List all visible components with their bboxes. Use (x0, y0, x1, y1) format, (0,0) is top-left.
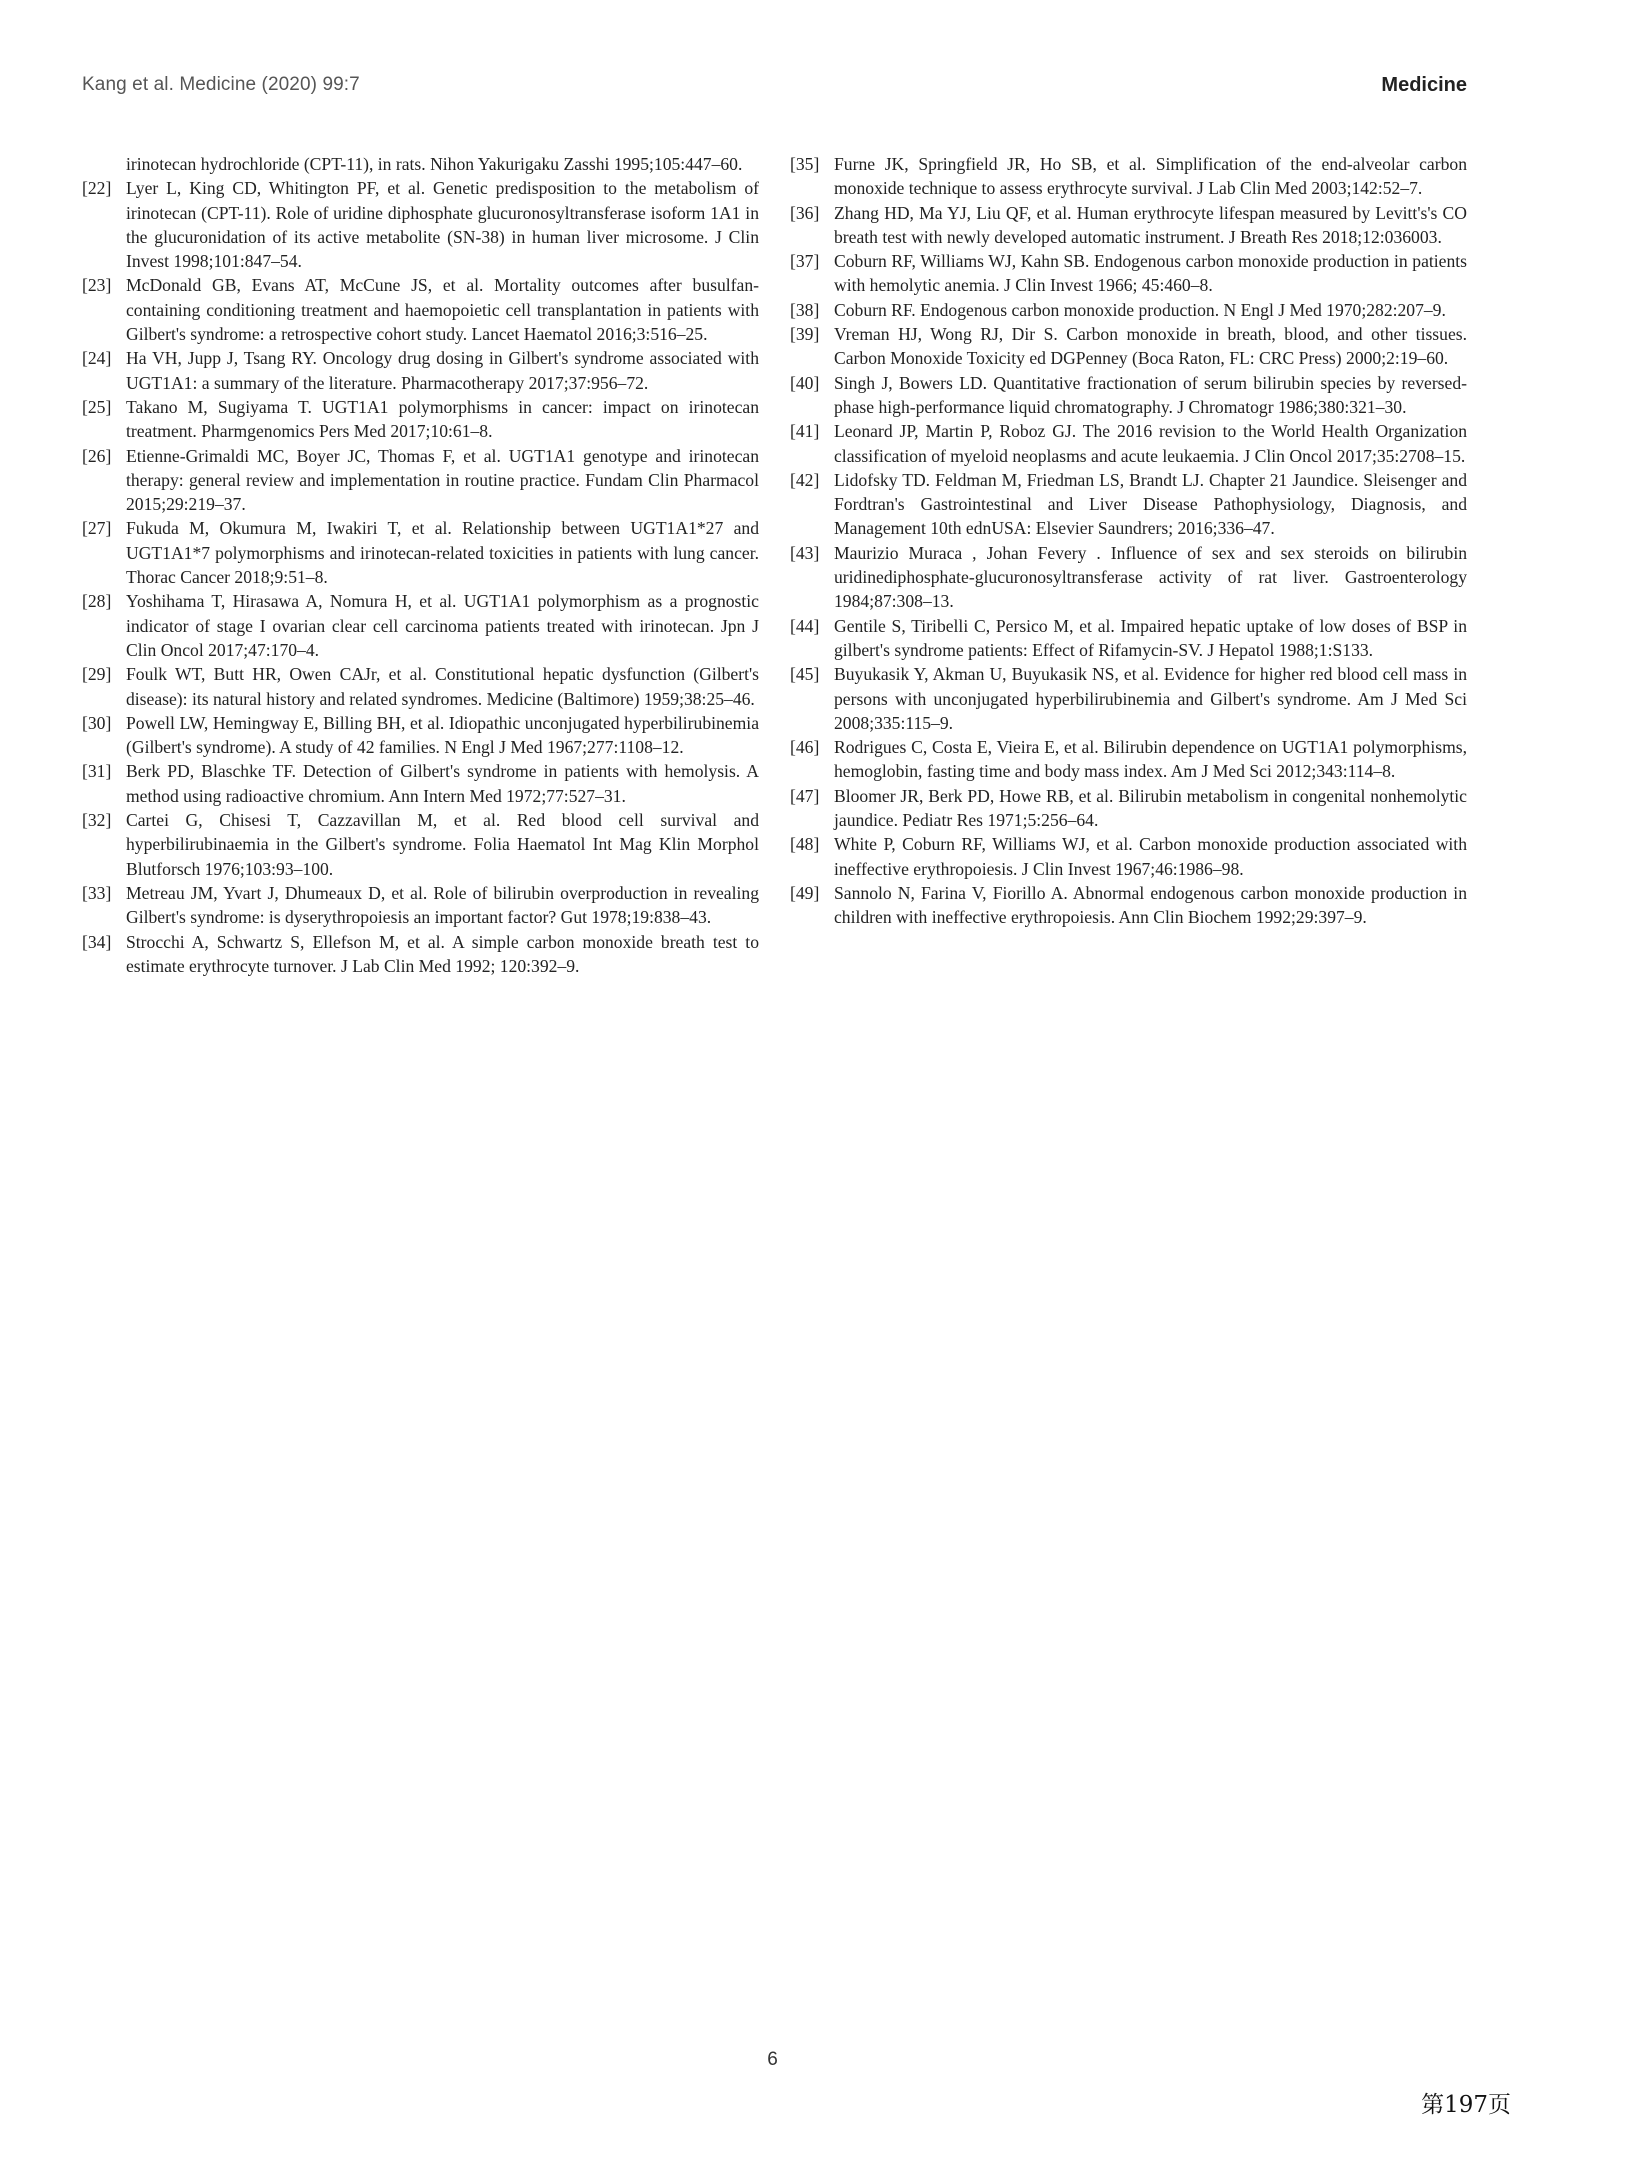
reference-item (82, 516, 759, 589)
reference-number: [30] (82, 712, 112, 733)
reference-number: [47] (790, 785, 820, 806)
reference-text: Coburn RF, Williams WJ, Kahn SB. Endogenous carbon monoxide production in patients with hemolytic anemia. J Clin Invest 1966; 45:460–8. (834, 251, 1467, 296)
reference-text: Ha VH, Jupp J, Tsang RY. Oncology drug dosing in Gilbert's syndrome associated with UGT1A1: a summary of the literature. Pharmacotherapy 2017;37:956–72. (126, 348, 759, 393)
reference-number: [42] (790, 469, 820, 490)
reference-item (790, 371, 1467, 420)
running-head (0, 74, 1631, 104)
reference-item (790, 614, 1467, 663)
reference-number: [27] (82, 518, 112, 539)
reference-text: Sannolo N, Farina V, Fiorillo A. Abnormal endogenous carbon monoxide production in children with ineffective erythropoiesis. Ann Clin Biochem 1992;29:397–9. (834, 882, 1467, 928)
reference-item (790, 468, 1467, 541)
reference-text: McDonald GB, Evans AT, McCune JS, et al. Mortality outcomes after busulfan-containing conditioning treatment and haemopoietic cell transplantation in patients with Gilbert's syndrome: a retrospective cohort study. Lancet Haematol 2016;3:516–25. (126, 275, 759, 345)
reference-item (790, 784, 1467, 833)
reference-number: [29] (82, 664, 112, 685)
reference-item (82, 444, 759, 517)
reference-number: [40] (790, 372, 820, 393)
references-left-column (82, 152, 759, 978)
journal-name: Medicine (1381, 74, 1467, 96)
reference-item (790, 249, 1467, 298)
reference-number: [23] (82, 275, 112, 296)
reference-number: [31] (82, 761, 112, 782)
reference-text: Leonard JP, Martin P, Roboz GJ. The 2016 revision to the World Health Organization classification of myeloid neoplasms and acute leukaemia. J Clin Oncol 2017;35:2708–15. (834, 421, 1467, 466)
reference-text: Singh J, Bowers LD. Quantitative fractionation of serum bilirubin species by reversed-phase high-performance liquid chromatography. J Chromatogr 1986;380:321–30. (834, 372, 1467, 417)
reference-continuation: irinotecan hydrochloride (CPT-11), in rats. Nihon Yakurigaku Zasshi 1995;105:447–60. (126, 154, 743, 174)
reference-item (790, 322, 1467, 371)
reference-item (790, 419, 1467, 468)
reference-item (790, 881, 1467, 930)
reference-item (790, 201, 1467, 250)
reference-number: [37] (790, 251, 820, 272)
reference-item (82, 273, 759, 346)
article-citation: Kang et al. Medicine (2020) 99:7 (82, 74, 360, 95)
reference-item (790, 735, 1467, 784)
reference-number: [33] (82, 882, 112, 903)
reference-number: [49] (790, 882, 820, 903)
reference-number: [41] (790, 421, 820, 442)
reference-number: [35] (790, 154, 820, 174)
reference-item (82, 176, 759, 273)
reference-text: Maurizio Muraca , Johan Fevery . Influence of sex and sex steroids on bilirubin uridinediphosphate-glucuronosyltransferase activity of rat liver. Gastroenterology 1984;87:308–13. (834, 542, 1467, 612)
reference-item (82, 589, 759, 662)
reference-text: Lyer L, King CD, Whitington PF, et al. Genetic predisposition to the metabolism of irinotecan (CPT-11). Role of uridine diphosphate glucuronosyltransferase isoform 1A1 in the glucuronidation of its active metabolite (SN-38) in human liver microsome. J Clin Invest 1998;101:847–54. (126, 178, 759, 272)
references-right-column (790, 152, 1467, 930)
reference-item (82, 395, 759, 444)
reference-number: [26] (82, 445, 112, 466)
reference-number: [24] (82, 348, 112, 369)
reference-number: [46] (790, 737, 820, 758)
reference-text: Buyukasik Y, Akman U, Buyukasik NS, et al. Evidence for higher red blood cell mass in persons with unconjugated hyperbilirubinemia and Gilbert's syndrome. Am J Med Sci 2008;335:115–9. (834, 664, 1467, 733)
reference-number: [43] (790, 542, 820, 563)
reference-text: Lidofsky TD. Feldman M, Friedman LS, Brandt LJ. Chapter 21 Jaundice. Sleisenger and Fordtran's Gastrointestinal and Liver Disease Pathophysiology, Diagnosis, and Management 10th ednUSA: Elsevier Saundrers; 2016;336–47. (834, 469, 1467, 539)
reference-number: [39] (790, 324, 820, 345)
reference-text: Metreau JM, Yvart J, Dhumeaux D, et al. Role of bilirubin overproduction in revealing Gilbert's syndrome: is dyserythropoiesis an important factor? Gut 1978;19:838–43. (126, 882, 759, 928)
reference-number: [32] (82, 810, 112, 831)
reference-number: [25] (82, 396, 112, 417)
reference-item (82, 759, 759, 808)
page-number: 6 (767, 2049, 778, 2070)
reference-number: [45] (790, 664, 820, 685)
reference-text: Strocchi A, Schwartz S, Ellefson M, et al. A simple carbon monoxide breath test to estimate erythrocyte turnover. J Lab Clin Med 1992; 120:392–9. (126, 931, 759, 976)
reference-item (82, 711, 759, 760)
reference-text: Etienne-Grimaldi MC, Boyer JC, Thomas F, et al. UGT1A1 genotype and irinotecan therapy: general review and implementation in routine practice. Fundam Clin Pharmacol 2015;29:219–37. (126, 445, 759, 515)
reference-text: Fukuda M, Okumura M, Iwakiri T, et al. Relationship between UGT1A1*27 and UGT1A1*7 polymorphisms and irinotecan-related toxicities in patients with lung cancer. Thorac Cancer 2018;9:51–8. (126, 518, 759, 588)
reference-text: Cartei G, Chisesi T, Cazzavillan M, et al. Red blood cell survival and hyperbilirubinaemia in the Gilbert's syndrome. Folia Haematol Int Mag Klin Morphol Blutforsch 1976;103:93–100. (126, 810, 759, 879)
reference-text: White P, Coburn RF, Williams WJ, et al. Carbon monoxide production associated with ineffective erythropoiesis. J Clin Invest 1967;46:1986–98. (834, 834, 1467, 879)
reference-text: Zhang HD, Ma YJ, Liu QF, et al. Human erythrocyte lifespan measured by Levitt's's CO breath test with newly developed automatic instrument. J Breath Res 2018;12:036003. (834, 202, 1467, 247)
reference-item (82, 881, 759, 930)
reference-item (82, 808, 759, 881)
reference-text: Bloomer JR, Berk PD, Howe RB, et al. Bilirubin metabolism in congenital nonhemolytic jaundice. Pediatr Res 1971;5:256–64. (834, 785, 1467, 831)
reference-text: Takano M, Sugiyama T. UGT1A1 polymorphisms in cancer: impact on irinotecan treatment. Pharmgenomics Pers Med 2017;10:61–8. (126, 396, 759, 442)
reference-text: Coburn RF. Endogenous carbon monoxide production. N Engl J Med 1970;282:207–9. (834, 299, 1446, 320)
reference-item (790, 832, 1467, 881)
reference-text: Foulk WT, Butt HR, Owen CAJr, et al. Constitutional hepatic dysfunction (Gilbert's disease): its natural history and related syndromes. Medicine (Baltimore) 1959;38:25–46. (126, 664, 759, 709)
reference-text: Furne JK, Springfield JR, Ho SB, et al. Simplification of the end-alveolar carbon monoxide technique to assess erythrocyte survival. J Lab Clin Med 2003;142:52–7. (834, 154, 1467, 199)
reference-number: [44] (790, 615, 820, 636)
reference-number: [36] (790, 202, 820, 223)
reference-item (82, 930, 759, 979)
reference-text: Gentile S, Tiribelli C, Persico M, et al. Impaired hepatic uptake of low doses of BSP in gilbert's syndrome patients: Effect of Rifamycin-SV. J Hepatol 1988;1:S133. (834, 615, 1467, 660)
reference-item (790, 152, 1467, 201)
reference-item (82, 346, 759, 395)
reference-number: [48] (790, 834, 820, 855)
reference-item (790, 541, 1467, 614)
reference-item (790, 298, 1467, 322)
page-stamp: 第197页 (1421, 2092, 1511, 2118)
reference-text: Rodrigues C, Costa E, Vieira E, et al. Bilirubin dependence on UGT1A1 polymorphisms, hemoglobin, fasting time and body mass index. Am J Med Sci 2012;343:114–8. (834, 737, 1467, 782)
reference-text: Berk PD, Blaschke TF. Detection of Gilbert's syndrome in patients with hemolysis. A method using radioactive chromium. Ann Intern Med 1972;77:527–31. (126, 761, 759, 806)
reference-item (82, 662, 759, 711)
reference-number: [34] (82, 931, 112, 952)
reference-number: [22] (82, 178, 112, 199)
reference-item (790, 662, 1467, 735)
reference-text: Powell LW, Hemingway E, Billing BH, et al. Idiopathic unconjugated hyperbilirubinemia (Gilbert's syndrome). A study of 42 families. N Engl J Med 1967;277:1108–12. (126, 712, 759, 758)
reference-text: Vreman HJ, Wong RJ, Dir S. Carbon monoxide in breath, blood, and other tissues. Carbon Monoxide Toxicity ed DGPenney (Boca Raton, FL: CRC Press) 2000;2:19–60. (834, 324, 1467, 369)
reference-text: Yoshihama T, Hirasawa A, Nomura H, et al. UGT1A1 polymorphism as a prognostic indicator of stage I ovarian clear cell carcinoma patients treated with irinotecan. Jpn J Clin Oncol 2017;47:170–4. (126, 591, 759, 660)
reference-number: [28] (82, 591, 112, 612)
reference-number: [38] (790, 299, 820, 320)
